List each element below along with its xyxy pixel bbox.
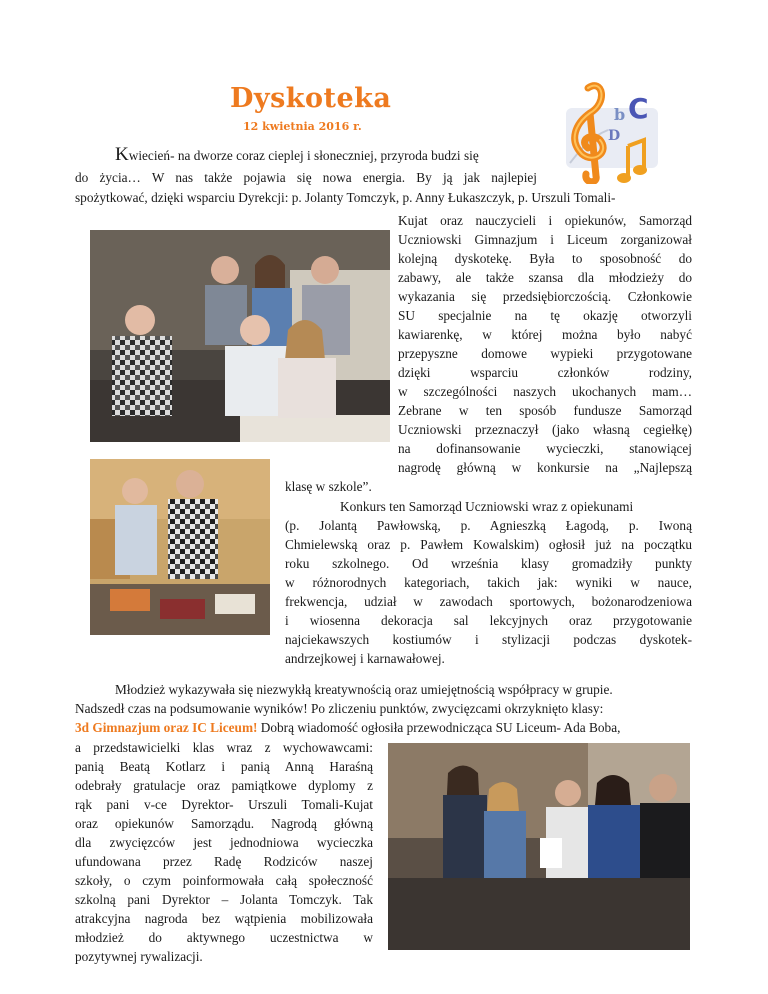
text-line: Młodzież wykazywała się niezwykłą kreatywnością oraz umiejętnością współpracy w grupie. (115, 682, 613, 697)
text-line-content: Dobrą wiadomość ogłosiła przewodnicząca SU Liceum- Ada Boba, (257, 720, 621, 735)
text-line: szkolną pani Dyrektor – Jolanta Tomczyk. Tak (75, 892, 373, 907)
text-line: rąk pani v-ce Dyrektor- Urszuli Tomali-Kujat (75, 797, 373, 812)
treble-clef-music-notes-icon (548, 68, 664, 184)
text-line: SU specjalnie na tę okazję otworzyli (398, 308, 692, 323)
text-line: Uczniowski przeznaczył (jako własną cegiełkę) (398, 422, 692, 437)
page-title: Dyskoteka (230, 83, 392, 114)
winners-highlight: 3d Gimnazjum oraz IC Liceum! (75, 720, 258, 735)
text-line: Chmielewską oraz p. Pawłem Kowalskim) ogłosił już na początku (285, 537, 692, 552)
text-line: najciekawszych kostiumów i stylizacji podczas dyskotek- (285, 632, 692, 647)
text-line: nagrodę główną w konkursie na „Najlepszą (398, 460, 692, 475)
text-line: przepyszne domowe wypieki przygotowane (398, 346, 692, 361)
text-line (75, 719, 620, 737)
text-line: atrakcyjna nagroda bez wątpienia mobilizowała (75, 911, 373, 926)
drop-cap: K (115, 144, 129, 165)
text-line: odebrały gratulacje oraz pamiątkowe dyplomy z (75, 778, 373, 793)
text-line: Zebrane w ten sposób fundusze Samorząd (398, 403, 692, 418)
text-line: na dofinansowanie wycieczki, stanowiącej (398, 441, 692, 456)
text-line: w różnorodnych kategoriach, takich jak: wyniki w nauce, (285, 575, 692, 590)
text-line (115, 146, 479, 165)
svg-text:C: C (628, 92, 649, 125)
text-line: Nadszedł czas na podsumowanie wyników! Po zliczeniu punktów, zwycięzcami okrzyknięto klasy: (75, 701, 604, 716)
text-line: roku szkolnego. Od września klasy gromadziły punkty (285, 556, 692, 571)
text-line: (p. Jolantą Pawłowską, p. Agnieszką Łagodą, p. Iwoną (285, 518, 692, 533)
text-line: zabawy, ale także szansa dla młodzieży do (398, 270, 692, 285)
text-line: młodzież do aktywnego uczestnictwa w (75, 930, 373, 945)
text-line: frekwencja, udział w zawodach sportowych, bożonarodzeniowa (285, 594, 692, 609)
text-line: spożytkować, dzięki wsparciu Dyrekcji: p. Jolanty Tomczyk, p. Anny Łukaszczyk, p. Urszuli Tomali- (75, 190, 616, 205)
text-line: a przedstawicielki klas wraz z wychowawcami: (75, 740, 373, 755)
text-line: Uczniowski Gimnazjum i Liceum zorganizował (398, 232, 692, 247)
text-line: kawiarenkę, w której można było nabyć (398, 327, 692, 342)
text-line: oraz opiekunów Samorządu. Nagrodą główną (75, 816, 373, 831)
text-line: do życia… W nas także pojawia się nowa energia. By ją jak najlepiej (75, 170, 537, 185)
text-line-content: wiecień- na dworze coraz cieplej i słoneczniej, przyroda budzi się (128, 148, 479, 163)
text-line: wykazania się przedsiębiorczością. Członkowie (398, 289, 692, 304)
text-line: i wiosenna dekoracja sal lekcyjnych oraz przygotowanie (285, 613, 692, 628)
text-line: ufundowana przez Radę Rodziców naszej (75, 854, 373, 869)
text-line: dla zwycięzców jest jednodniowa wycieczka (75, 835, 373, 850)
text-line: andrzejkowej i karnawałowej. (285, 651, 445, 666)
bake-sale-photo (90, 459, 270, 635)
text-line: kolejną dyskotekę. Była to sposobność do (398, 251, 692, 266)
text-line: panią Beatą Kotlarz i panią Anną Haraśną (75, 759, 373, 774)
award-ceremony-photo (388, 743, 690, 950)
text-line: Kujat oraz nauczycieli i opiekunów, Samorząd (398, 213, 692, 228)
students-group-photo (90, 230, 390, 442)
text-line: szkoły, o czym poinformowała całą społeczność (75, 873, 373, 888)
text-line: klasę w szkole”. (285, 479, 372, 494)
text-line: w szczególności naszych ukochanych mam… (398, 384, 692, 399)
text-line: dzięki wsparciu członków rodziny, (398, 365, 692, 380)
text-line: pozytywnej rywalizacji. (75, 949, 203, 964)
text-line: Konkurs ten Samorząd Uczniowski wraz z opiekunami (340, 499, 634, 514)
svg-text:D: D (608, 128, 621, 144)
svg-text:b: b (614, 105, 626, 124)
event-date: 12 kwietnia 2016 r. (243, 120, 362, 133)
